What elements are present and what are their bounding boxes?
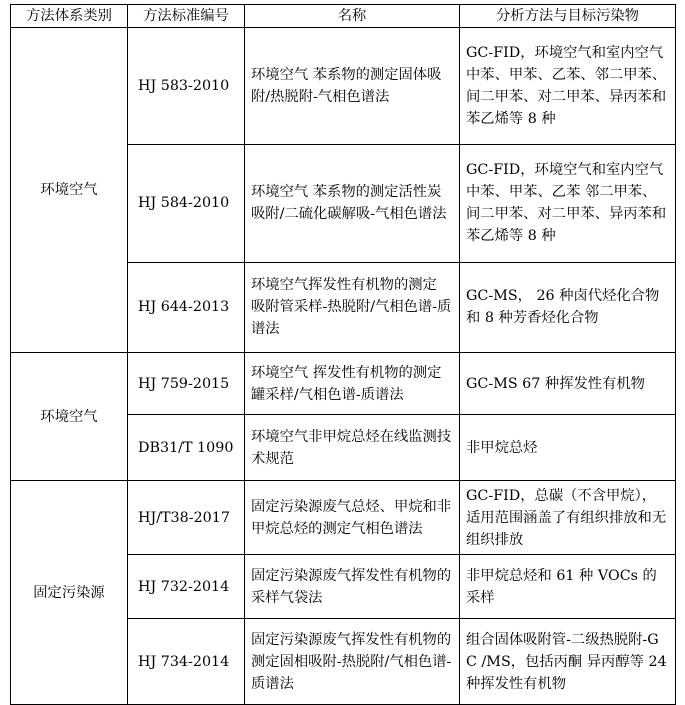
standard-code: HJ 584-2010 bbox=[128, 144, 245, 262]
standard-name: 固定污染源废气挥发性有机物的测定固相吸附-热脱附/气相色谱-质谱法 bbox=[245, 619, 460, 705]
header-category: 方法体系类别 bbox=[11, 5, 128, 28]
standard-code: HJ 583-2010 bbox=[128, 28, 245, 145]
category-cell: 环境空气 bbox=[11, 353, 128, 481]
header-name: 名称 bbox=[245, 5, 460, 28]
analysis-method: 非甲烷总烃 bbox=[460, 415, 676, 481]
table-row bbox=[11, 28, 676, 145]
category-cell: 环境空气 bbox=[11, 28, 128, 353]
standard-name: 环境空气 挥发性有机物的测定 罐采样/气相色谱-质谱法 bbox=[245, 353, 460, 415]
header-code: 方法标准编号 bbox=[128, 5, 245, 28]
standard-name: 固定污染源废气挥发性有机物的采样气袋法 bbox=[245, 555, 460, 619]
analysis-method: GC-FID，总碳（不含甲烷），适用范围涵盖了有组织排放和无组织排放 bbox=[460, 481, 676, 555]
analysis-method: 非甲烷总烃和 61 种 VOCs 的采样 bbox=[460, 555, 676, 619]
standard-code: HJ 759-2015 bbox=[128, 353, 245, 415]
analysis-method: GC-MS 67 种挥发性有机物 bbox=[460, 353, 676, 415]
standard-code: HJ 644-2013 bbox=[128, 262, 245, 352]
standards-table bbox=[10, 4, 676, 705]
header-analysis: 分析方法与目标污染物 bbox=[460, 5, 676, 28]
standard-name: 环境空气挥发性有机物的测定 吸附管采样-热脱附/气相色谱-质谱法 bbox=[245, 262, 460, 352]
analysis-method: GC-FID，环境空气和室内空气中苯、甲苯、乙苯、邻二甲苯、间二甲苯、对二甲苯、异丙苯和苯乙烯等 8 种 bbox=[460, 28, 676, 145]
analysis-method: GC-MS， 26 种卤代烃化合物和 8 种芳香烃化合物 bbox=[460, 262, 676, 352]
standard-name: 环境空气 苯系物的测定固体吸附/热脱附-气相色谱法 bbox=[245, 28, 460, 145]
category-cell: 固定污染源 bbox=[11, 481, 128, 705]
header-row bbox=[11, 5, 676, 28]
standard-code: HJ 732-2014 bbox=[128, 555, 245, 619]
table-row bbox=[11, 481, 676, 555]
standard-name: 环境空气 苯系物的测定活性炭吸附/二硫化碳解吸-气相色谱法 bbox=[245, 144, 460, 262]
standard-code: HJ 734-2014 bbox=[128, 619, 245, 705]
standard-code: DB31/T 1090 bbox=[128, 415, 245, 481]
table-row bbox=[11, 353, 676, 415]
analysis-method: GC-FID，环境空气和室内空气中苯、甲苯、乙苯 邻二甲苯、间二甲苯、对二甲苯、异丙苯和苯乙烯等 8 种 bbox=[460, 144, 676, 262]
standard-name: 固定污染源废气总烃、甲烷和非甲烷总烃的测定气相色谱法 bbox=[245, 481, 460, 555]
standard-code: HJ/T38-2017 bbox=[128, 481, 245, 555]
standard-name: 环境空气非甲烷总烃在线监测技术规范 bbox=[245, 415, 460, 481]
analysis-method: 组合固体吸附管-二级热脱附-GC /MS，包括丙酮 异丙醇等 24 种挥发性有机物 bbox=[460, 619, 676, 705]
